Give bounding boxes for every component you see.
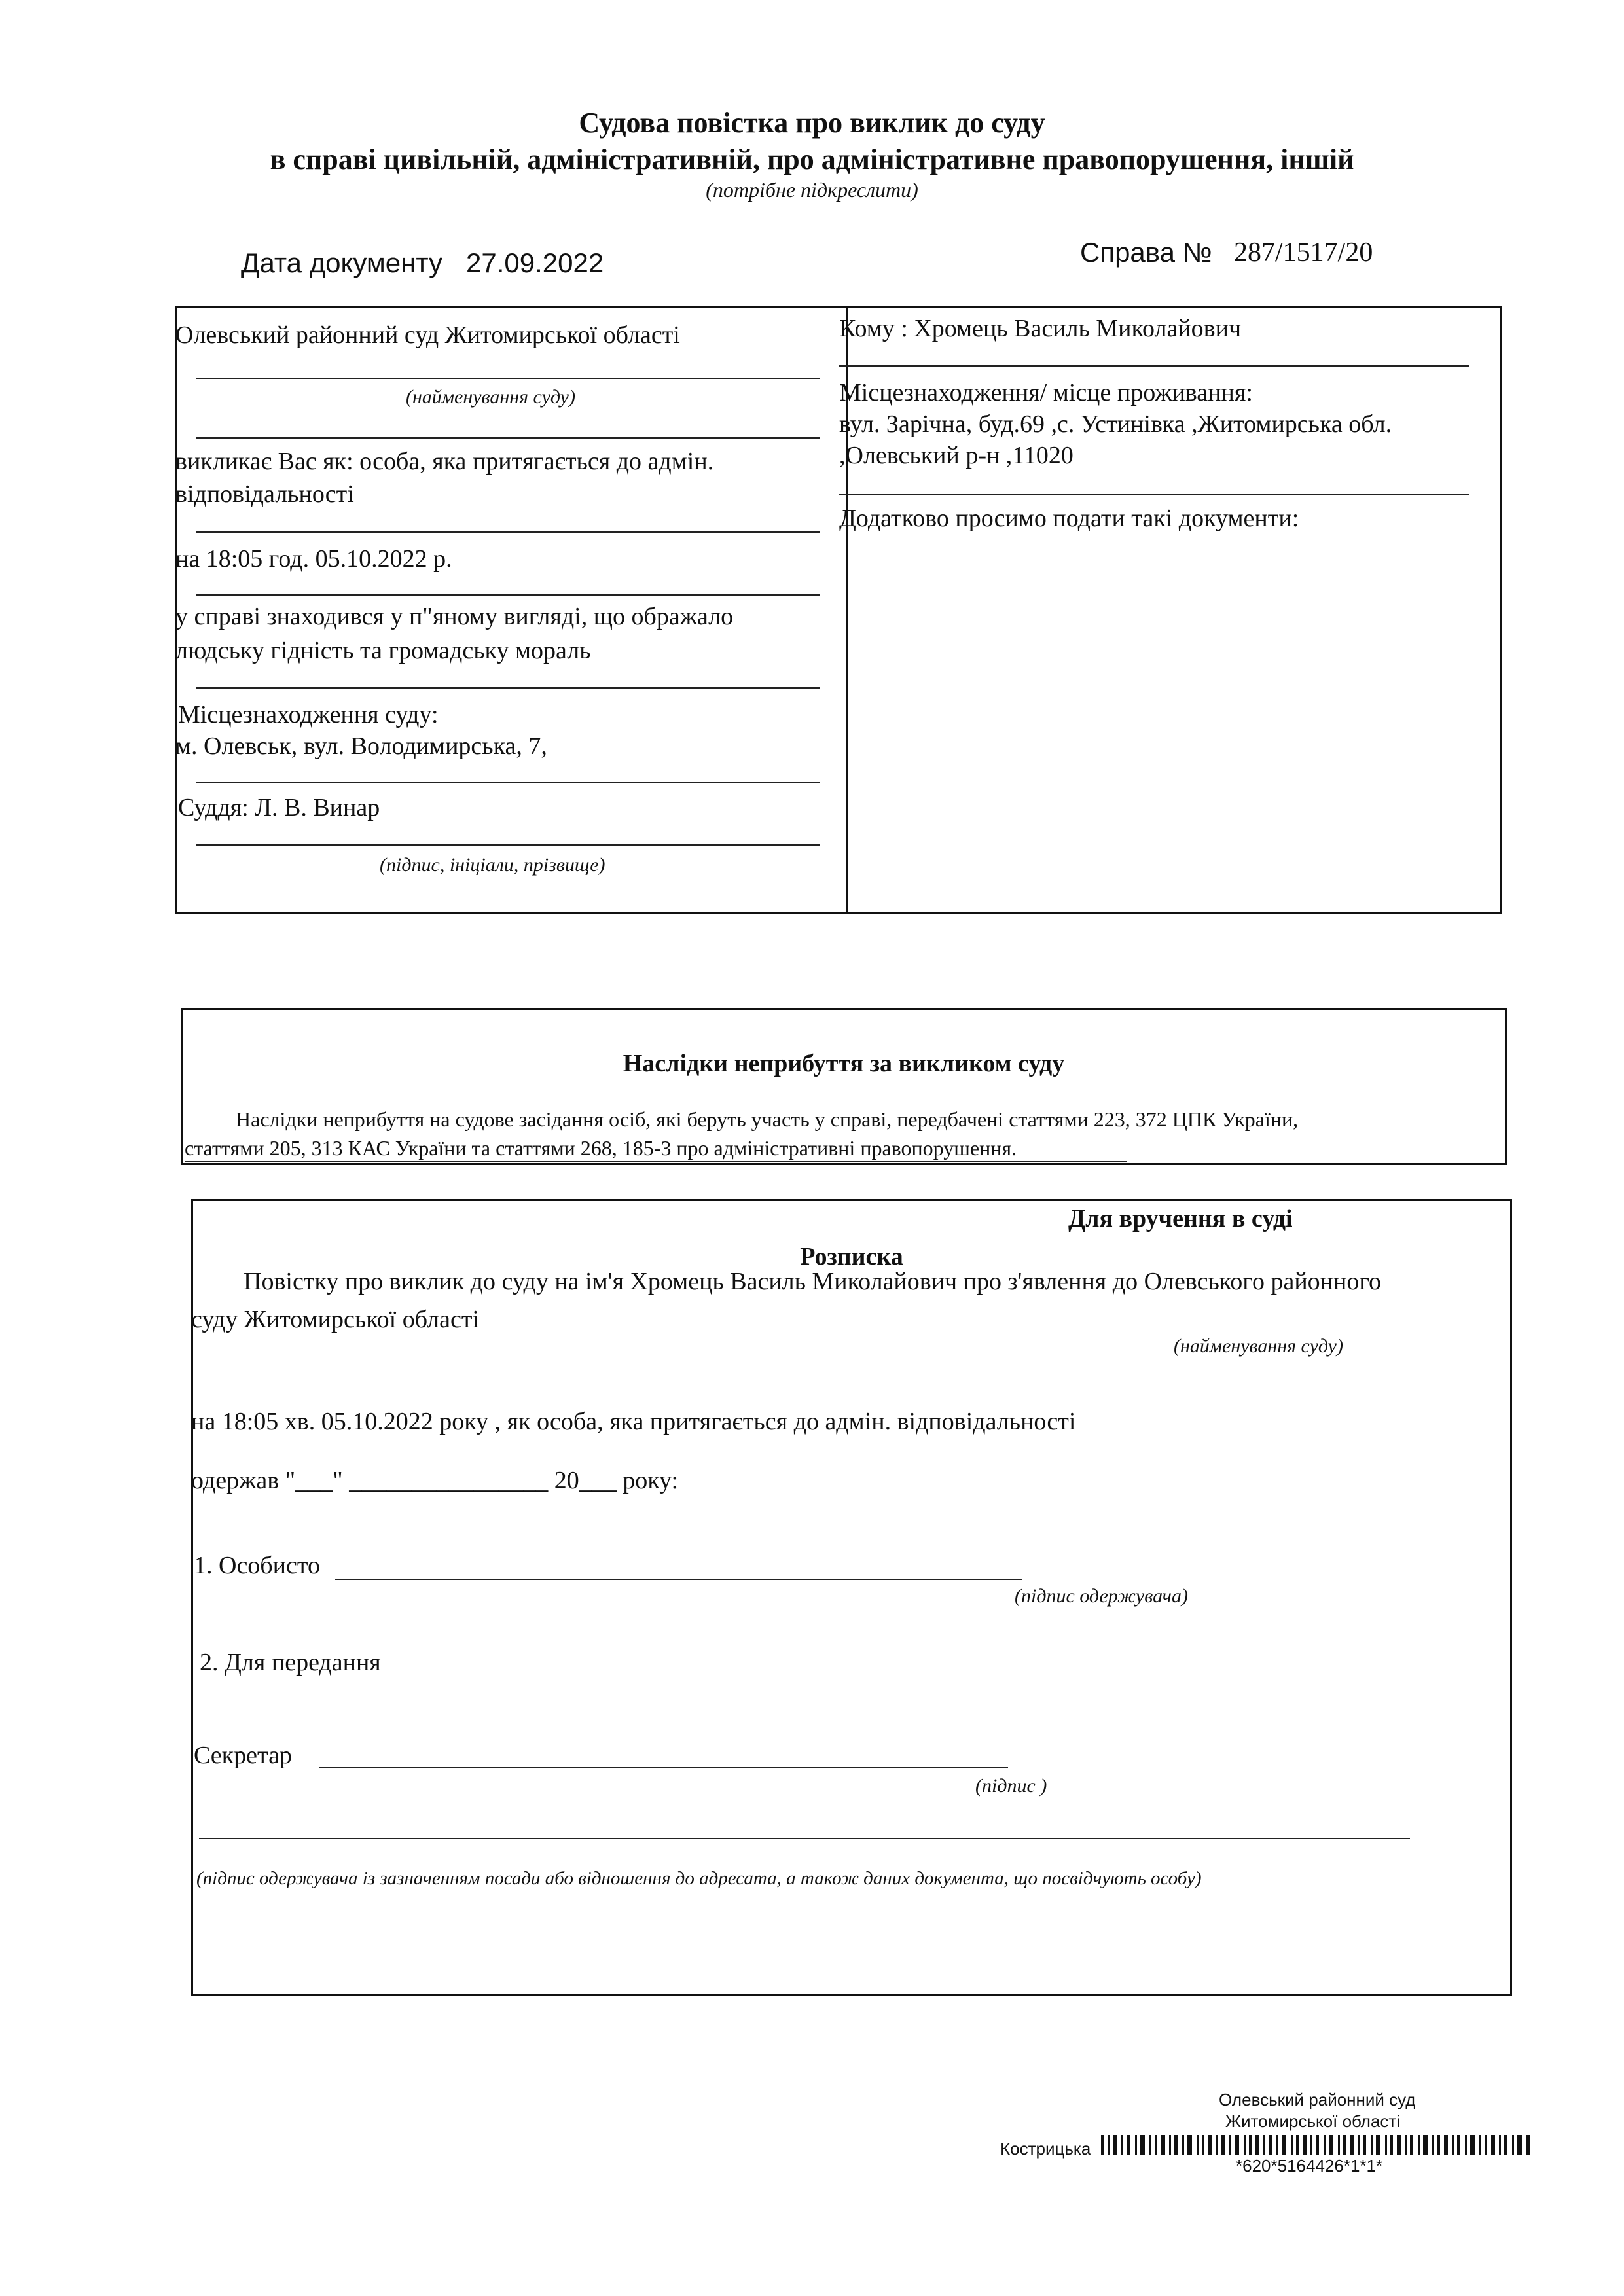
rule	[839, 494, 1469, 495]
rule	[196, 594, 820, 596]
consequences-line-1: Наслідки неприбуття на судове засідання осіб, які беруть участь у справі, передбачені статтями 223, 372 ЦПК України,	[236, 1107, 1299, 1131]
case-label: Справа №	[1080, 237, 1212, 268]
recipient-address-line-2: ,Олевський р-н ,11020	[839, 442, 1074, 469]
rule	[196, 378, 820, 379]
summons-datetime: на 18:05 год. 05.10.2022 р.	[175, 545, 452, 573]
case-line-2: людську гідність та громадську мораль	[175, 637, 591, 664]
receipt-title: Розписка	[800, 1243, 903, 1270]
stamp-court-line-2: Житомирської області	[1225, 2111, 1401, 2131]
receipt-court-caption: (найменування суду)	[1174, 1335, 1343, 1357]
title-line-2: в справі цивільній, адміністративній, про адміністративне правопорушення, іншій	[270, 143, 1354, 175]
summons-line-2: відповідальності	[175, 480, 354, 508]
secretary-signature-caption: (підпис )	[975, 1775, 1047, 1797]
clerk-name: Кострицька	[1000, 2139, 1091, 2159]
rule	[319, 1767, 1008, 1768]
barcode	[1101, 2135, 1533, 2155]
title-note: (потрібне підкреслити)	[706, 178, 918, 202]
secretary-label: Секретар	[194, 1742, 292, 1769]
for-transfer-label: 2. Для передання	[200, 1649, 381, 1676]
judge-caption: (підпис, ініціали, прізвище)	[380, 854, 605, 876]
recipient-signature-caption: (підпис одержувача)	[1015, 1585, 1188, 1607]
documents-label: Додатково просимо подати такі документи:	[839, 505, 1299, 532]
document-date: 27.09.2022	[466, 247, 604, 278]
rule	[196, 531, 820, 533]
receipt-line-1: Повістку про виклик до суду на ім'я Хромець Василь Миколайович про з'явлення до Олевського районного	[244, 1268, 1381, 1295]
court-name: Олевський районний суд Житомирської області	[175, 321, 680, 349]
receipt-line-2: суду Житомирської області	[191, 1306, 479, 1333]
document-date-label: Дата документу	[241, 247, 443, 278]
title-line-1: Судова повістка про виклик до суду	[579, 107, 1045, 139]
recipient-location-label: Місцезнаходження/ місце проживання:	[839, 379, 1253, 406]
stamp-court-line-1: Олевський районний суд	[1219, 2090, 1416, 2109]
recipient-address-line-1: вул. Зарічна, буд.69 ,с. Устинівка ,Житомирська обл.	[839, 410, 1392, 438]
rule	[185, 1161, 1127, 1162]
case-number: 287/1517/20	[1234, 238, 1373, 268]
rule	[196, 687, 820, 689]
receipt-footer-caption: (підпис одержувача із зазначенням посади або відношення до адресата, а також даних документа, що посвідчують особу)	[196, 1868, 1202, 1889]
case-line-1: у справі знаходився у п"яному вигляді, що ображало	[175, 603, 734, 630]
summons-line-1: викликає Вас як: особа, яка притягається до адмін.	[175, 448, 714, 475]
received-line: одержав "___" ________________ 20___ року:	[191, 1467, 679, 1494]
rule	[199, 1838, 1410, 1839]
consequences-title: Наслідки неприбуття за викликом суду	[623, 1050, 1065, 1077]
rule	[196, 437, 820, 439]
rule	[196, 782, 820, 783]
recipient: Кому : Хромець Василь Миколайович	[839, 315, 1242, 342]
judge: Суддя: Л. В. Винар	[178, 794, 380, 821]
barcode-text: *620*5164426*1*1*	[1236, 2156, 1383, 2176]
receipt-datetime: на 18:05 хв. 05.10.2022 року , як особа, яка притягається до адмін. відповідальності	[191, 1408, 1076, 1435]
rule	[335, 1579, 1022, 1580]
rule	[839, 365, 1469, 367]
court-location-label: Місцезнаходження суду:	[178, 701, 439, 728]
court-caption: (найменування суду)	[406, 386, 575, 408]
personally-label: 1. Особисто	[194, 1552, 320, 1579]
court-address: м. Олевськ, вул. Володимирська, 7,	[175, 732, 547, 760]
consequences-line-2: статтями 205, 313 КАС України та статтями 268, 185-3 про адміністративні правопорушення.	[185, 1136, 1017, 1160]
rule	[196, 844, 820, 846]
delivery-note: Для вручення в суді	[1068, 1205, 1293, 1232]
